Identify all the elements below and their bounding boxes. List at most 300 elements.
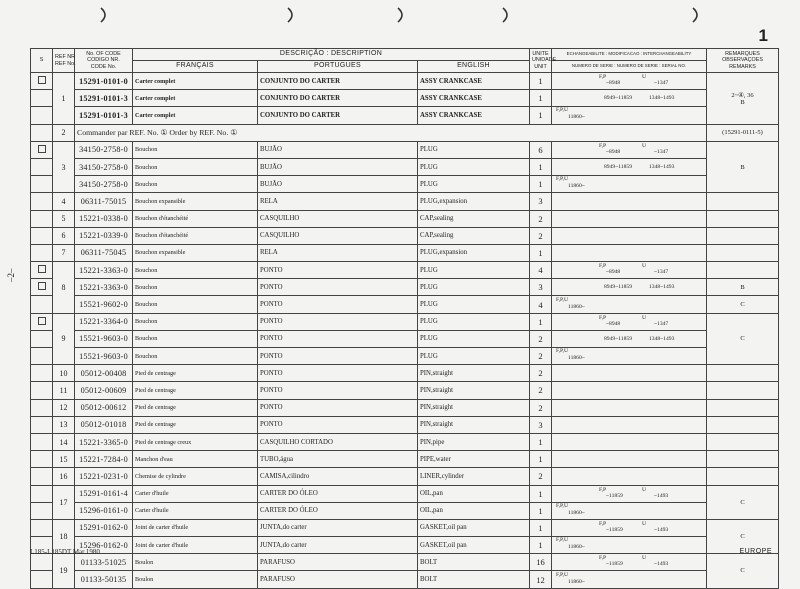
ref-number: 12 <box>53 399 75 416</box>
table-row <box>31 158 779 175</box>
name-francais: Carter d'huile <box>133 502 258 519</box>
select-cell <box>31 330 53 347</box>
serial-range: F,P,U 11860~ <box>552 571 707 588</box>
remark-cell <box>707 451 779 468</box>
remark-cell: C <box>707 485 779 519</box>
unit-quantity: 1 <box>530 502 552 519</box>
name-francais: Bouchon <box>133 141 258 158</box>
serial-range <box>552 433 707 450</box>
name-portugues: JUNTA,do carter <box>258 537 418 554</box>
serial-range: F,P,U 11860~ <box>552 107 707 124</box>
name-francais: Pied de centrage <box>133 399 258 416</box>
select-cell <box>31 554 53 571</box>
part-code: 34150-2758-0 <box>75 158 133 175</box>
ref-number: 10 <box>53 365 75 382</box>
select-cell <box>31 382 53 399</box>
col-unit: UNITE UNIDADE UNIT <box>530 49 552 73</box>
name-english: PLUG <box>418 158 530 175</box>
name-francais: Chemise de cylindre <box>133 468 258 485</box>
unit-quantity: 2 <box>530 227 552 244</box>
remark-cell <box>707 416 779 433</box>
part-code: 15221-0338-0 <box>75 210 133 227</box>
table-row <box>31 348 779 365</box>
select-cell <box>31 348 53 365</box>
ref-number: 16 <box>53 468 75 485</box>
name-portugues: CONJUNTO DO CARTER <box>258 107 418 124</box>
unit-quantity: 2 <box>530 330 552 347</box>
name-portugues: CAMISA,cilindro <box>258 468 418 485</box>
name-english: PIN,straight <box>418 399 530 416</box>
name-english: GASKET,oil pan <box>418 537 530 554</box>
part-code: 15296-0161-0 <box>75 502 133 519</box>
name-francais: Carter complet <box>133 73 258 90</box>
name-english: BOLT <box>418 571 530 588</box>
name-portugues: JUNTA,do carter <box>258 519 418 536</box>
table-row <box>31 485 779 502</box>
name-francais: Bouchon d'étanchéité <box>133 227 258 244</box>
select-cell <box>31 416 53 433</box>
ref-number: 17 <box>53 485 75 519</box>
serial-range: F,P,U 11860~ <box>552 348 707 365</box>
remark-cell <box>707 244 779 261</box>
part-code: 15291-0162-0 <box>75 519 133 536</box>
unit-quantity: 1 <box>530 73 552 90</box>
table-row <box>31 365 779 382</box>
col-s: S <box>31 49 53 73</box>
unit-quantity: 1 <box>530 519 552 536</box>
name-portugues: PONTO <box>258 296 418 313</box>
ref-number: 13 <box>53 416 75 433</box>
unit-quantity: 2 <box>530 399 552 416</box>
part-code: 15221-0231-0 <box>75 468 133 485</box>
name-english: PLUG,expansion <box>418 193 530 210</box>
checkbox-icon <box>38 317 46 325</box>
select-cell <box>31 124 53 141</box>
binder-hole-4 <box>500 7 512 23</box>
part-code: 15221-7284-0 <box>75 451 133 468</box>
side-page-mark: –2– <box>6 268 16 282</box>
part-code: 15291-0101-3 <box>75 107 133 124</box>
remark-cell <box>707 193 779 210</box>
select-cell <box>31 279 53 296</box>
unit-quantity: 1 <box>530 176 552 193</box>
table-row <box>31 313 779 330</box>
name-francais: Pied de centrage <box>133 365 258 382</box>
serial-range: F,P,U 11860~ <box>552 502 707 519</box>
table-row <box>31 227 779 244</box>
unit-quantity: 2 <box>530 468 552 485</box>
name-english: ASSY CRANKCASE <box>418 107 530 124</box>
select-cell <box>31 193 53 210</box>
name-francais: Bouchon <box>133 296 258 313</box>
unit-quantity: 16 <box>530 554 552 571</box>
table-row <box>31 416 779 433</box>
serial-range: F,P ~8948 U ~1347 <box>552 73 707 90</box>
unit-quantity: 3 <box>530 193 552 210</box>
select-cell <box>31 502 53 519</box>
name-portugues: BUJÃO <box>258 176 418 193</box>
checkbox-icon <box>38 76 46 84</box>
select-cell <box>31 468 53 485</box>
checkbox-icon <box>38 265 46 273</box>
serial-range <box>552 227 707 244</box>
table-row <box>31 537 779 554</box>
col-serial: NUMERO DE SERIE : NUMERO DE SERIE : SERIAL NO. <box>552 61 707 73</box>
remark-cell <box>707 365 779 382</box>
part-code: 15221-0339-0 <box>75 227 133 244</box>
name-francais: Carter d'huile <box>133 485 258 502</box>
ref-number: 8 <box>53 262 75 314</box>
name-francais: Bouchon <box>133 313 258 330</box>
table-row <box>31 399 779 416</box>
remark-cell: C <box>707 296 779 313</box>
remark-cell: B <box>707 279 779 296</box>
col-portugues: PORTUGUES <box>258 61 418 73</box>
unit-quantity: 1 <box>530 244 552 261</box>
name-english: PLUG <box>418 141 530 158</box>
part-code: 15296-0162-0 <box>75 537 133 554</box>
select-cell <box>31 141 53 158</box>
name-francais: Carter complet <box>133 107 258 124</box>
name-francais: Boulon <box>133 554 258 571</box>
serial-range <box>552 416 707 433</box>
part-code: 06311-75045 <box>75 244 133 261</box>
remark-cell: C <box>707 554 779 588</box>
serial-range: F,P ~8948 U ~1347 <box>552 262 707 279</box>
name-english: ASSY CRANKCASE <box>418 73 530 90</box>
table-row <box>31 519 779 536</box>
name-english: PLUG <box>418 296 530 313</box>
serial-range: F,P ~8948 U ~1347 <box>552 141 707 158</box>
name-english: OIL,pan <box>418 485 530 502</box>
name-portugues: CONJUNTO DO CARTER <box>258 90 418 107</box>
ref-number: 18 <box>53 519 75 553</box>
unit-quantity: 2 <box>530 365 552 382</box>
ref-number: 5 <box>53 210 75 227</box>
name-portugues: CASQUILHO <box>258 210 418 227</box>
unit-quantity: 3 <box>530 279 552 296</box>
select-cell <box>31 313 53 330</box>
ref-number: 15 <box>53 451 75 468</box>
name-portugues: CONJUNTO DO CARTER <box>258 73 418 90</box>
binder-hole-3 <box>395 7 407 23</box>
name-english: PLUG <box>418 313 530 330</box>
name-english: ASSY CRANKCASE <box>418 90 530 107</box>
col-ref: REF NR REF No. <box>53 49 75 73</box>
name-francais: Bouchon d'étanchéité <box>133 210 258 227</box>
part-code: 15291-0101-0 <box>75 73 133 90</box>
table-row <box>31 176 779 193</box>
table-row <box>31 210 779 227</box>
name-francais: Bouchon <box>133 348 258 365</box>
parts-table <box>30 48 779 589</box>
name-english: PLUG <box>418 262 530 279</box>
ref-number: 3 <box>53 141 75 193</box>
part-code: 06311-75015 <box>75 193 133 210</box>
col-remarks: REMARQUES OBSERVAÇOES REMARKS <box>707 49 779 73</box>
table-row <box>31 451 779 468</box>
serial-range <box>552 244 707 261</box>
table-row <box>31 73 779 90</box>
order-note: Commander par REF. No. ① Order by REF. No. ① <box>75 124 707 141</box>
select-cell <box>31 90 53 107</box>
checkbox-icon <box>38 145 46 153</box>
name-francais: Bouchon <box>133 330 258 347</box>
unit-quantity: 1 <box>530 451 552 468</box>
select-cell <box>31 571 53 588</box>
name-portugues: PONTO <box>258 399 418 416</box>
parts-table-body <box>31 73 779 589</box>
name-francais: Bouchon <box>133 279 258 296</box>
select-cell <box>31 519 53 536</box>
name-portugues: PARAFUSO <box>258 554 418 571</box>
name-english: PIPE,water <box>418 451 530 468</box>
unit-quantity: 1 <box>530 107 552 124</box>
select-cell <box>31 176 53 193</box>
ref-number: 14 <box>53 433 75 450</box>
serial-range: 8949~11859 1348~1493 <box>552 90 707 107</box>
select-cell <box>31 262 53 279</box>
name-english: OIL,pan <box>418 502 530 519</box>
select-cell <box>31 244 53 261</box>
table-row <box>31 244 779 261</box>
name-english: PLUG,expansion <box>418 244 530 261</box>
col-code: No. OF CODE CODIGO NR. CODE No. <box>75 49 133 73</box>
name-english: PLUG <box>418 279 530 296</box>
part-code: 15521-9602-0 <box>75 296 133 313</box>
unit-quantity: 1 <box>530 433 552 450</box>
serial-range <box>552 210 707 227</box>
ref-number: 9 <box>53 313 75 365</box>
name-english: PIN,straight <box>418 382 530 399</box>
name-portugues: RELA <box>258 193 418 210</box>
remark-cell: B <box>707 141 779 193</box>
serial-range: F,P ~11859 U ~1493 <box>552 554 707 571</box>
select-cell <box>31 158 53 175</box>
name-francais: Bouchon <box>133 158 258 175</box>
select-cell <box>31 227 53 244</box>
remark-cell <box>707 227 779 244</box>
table-row <box>31 141 779 158</box>
name-francais: Pied de centrage creux <box>133 433 258 450</box>
binder-hole-1 <box>98 7 110 23</box>
serial-range <box>552 468 707 485</box>
part-code: 05012-00612 <box>75 399 133 416</box>
part-code: 34150-2758-0 <box>75 176 133 193</box>
name-english: PLUG <box>418 330 530 347</box>
unit-quantity: 3 <box>530 416 552 433</box>
remark-cell <box>707 382 779 399</box>
part-code: 05012-00609 <box>75 382 133 399</box>
serial-range: 8949~11859 1348~1493 <box>552 330 707 347</box>
name-portugues: CARTER DO ÓLEO <box>258 485 418 502</box>
part-code: 15521-9603-0 <box>75 330 133 347</box>
select-cell <box>31 485 53 502</box>
table-row <box>31 296 779 313</box>
unit-quantity: 1 <box>530 90 552 107</box>
name-english: PIN,straight <box>418 365 530 382</box>
name-francais: Manchon d'eau <box>133 451 258 468</box>
part-code: 15291-0101-3 <box>75 90 133 107</box>
select-cell <box>31 73 53 90</box>
name-francais: Joint de carter d'huile <box>133 537 258 554</box>
serial-range <box>552 382 707 399</box>
unit-quantity: 2 <box>530 382 552 399</box>
name-english: GASKET,oil pan <box>418 519 530 536</box>
table-row <box>31 571 779 588</box>
part-code: 05012-00408 <box>75 365 133 382</box>
name-portugues: BUJÃO <box>258 158 418 175</box>
serial-range: F,P,U 11860~ <box>552 537 707 554</box>
name-english: BOLT <box>418 554 530 571</box>
serial-range: F,P ~8948 U ~1347 <box>552 313 707 330</box>
footer-model-date: L185-L185DT Mar.1980 <box>30 548 100 556</box>
serial-range <box>552 193 707 210</box>
remark-cell <box>707 210 779 227</box>
select-cell <box>31 399 53 416</box>
part-code: 15521-9603-0 <box>75 348 133 365</box>
table-row <box>31 262 779 279</box>
name-francais: Bouchon <box>133 176 258 193</box>
part-code: 15221-3363-0 <box>75 262 133 279</box>
name-francais: Pied de centrage <box>133 382 258 399</box>
ref-number: 7 <box>53 244 75 261</box>
table-row <box>31 502 779 519</box>
ref-number: 11 <box>53 382 75 399</box>
remark-cell <box>707 433 779 450</box>
table-row <box>31 330 779 347</box>
name-francais: Carter complet <box>133 90 258 107</box>
name-francais: Bouchon expansible <box>133 193 258 210</box>
select-cell <box>31 365 53 382</box>
part-code: 15221-3365-0 <box>75 433 133 450</box>
select-cell <box>31 433 53 450</box>
page-number: 1 <box>758 26 768 45</box>
table-row <box>31 433 779 450</box>
name-portugues: PARAFUSO <box>258 571 418 588</box>
ref-number: 2 <box>53 124 75 141</box>
table-row <box>31 124 779 141</box>
part-code: 01133-51025 <box>75 554 133 571</box>
unit-quantity: 1 <box>530 485 552 502</box>
remark-cell: 2~④, 36 B <box>707 73 779 125</box>
name-portugues: BUJÃO <box>258 141 418 158</box>
name-english: PLUG <box>418 348 530 365</box>
name-portugues: PONTO <box>258 348 418 365</box>
checkbox-icon <box>38 282 46 290</box>
serial-range: F,P ~11859 U ~1493 <box>552 519 707 536</box>
binder-hole-2 <box>285 7 297 23</box>
table-row <box>31 90 779 107</box>
name-francais: Joint de carter d'huile <box>133 519 258 536</box>
part-code: 05012-01018 <box>75 416 133 433</box>
serial-range <box>552 451 707 468</box>
serial-range <box>552 399 707 416</box>
unit-quantity: 2 <box>530 348 552 365</box>
select-cell <box>31 107 53 124</box>
name-english: LINER,cylinder <box>418 468 530 485</box>
table-row <box>31 279 779 296</box>
part-code: 15291-0161-4 <box>75 485 133 502</box>
name-portugues: CASQUILHO <box>258 227 418 244</box>
remark-cell: (15291-0111-5) <box>707 124 779 141</box>
name-portugues: CASQUILHO CORTADO <box>258 433 418 450</box>
name-portugues: PONTO <box>258 313 418 330</box>
name-francais: Boulon <box>133 571 258 588</box>
name-english: PLUG <box>418 176 530 193</box>
remark-cell: C <box>707 313 779 365</box>
name-portugues: PONTO <box>258 382 418 399</box>
unit-quantity: 1 <box>530 158 552 175</box>
part-code: 15221-3364-0 <box>75 313 133 330</box>
col-english: ENGLISH <box>418 61 530 73</box>
ref-number: 6 <box>53 227 75 244</box>
table-row <box>31 382 779 399</box>
name-english: CAP,sealing <box>418 227 530 244</box>
name-portugues: TUBO,água <box>258 451 418 468</box>
col-description: DESCRIÇÃO : DESCRIPTION <box>133 49 530 61</box>
select-cell <box>31 296 53 313</box>
name-portugues: PONTO <box>258 279 418 296</box>
binder-hole-5 <box>690 7 702 23</box>
table-row <box>31 107 779 124</box>
serial-range <box>552 365 707 382</box>
name-english: PIN,pipe <box>418 433 530 450</box>
remark-cell: C <box>707 519 779 553</box>
footer-region: EUROPE <box>739 548 772 555</box>
serial-range: 8949~11859 1348~1493 <box>552 279 707 296</box>
select-cell <box>31 210 53 227</box>
name-francais: Pied de centrage <box>133 416 258 433</box>
name-portugues: PONTO <box>258 330 418 347</box>
serial-range: F,P,U 11860~ <box>552 296 707 313</box>
name-portugues: PONTO <box>258 365 418 382</box>
name-english: PIN,straight <box>418 416 530 433</box>
name-portugues: RELA <box>258 244 418 261</box>
unit-quantity: 12 <box>530 571 552 588</box>
remark-cell <box>707 399 779 416</box>
name-francais: Bouchon <box>133 262 258 279</box>
ref-number: 1 <box>53 73 75 125</box>
name-portugues: CARTER DO ÓLEO <box>258 502 418 519</box>
ref-number: 19 <box>53 554 75 588</box>
serial-range: 8949~11859 1348~1493 <box>552 158 707 175</box>
name-portugues: PONTO <box>258 262 418 279</box>
name-english: CAP,sealing <box>418 210 530 227</box>
name-portugues: PONTO <box>258 416 418 433</box>
col-interchange: ECHANGEABILITE : MODIFICACAO : INTERCHANGEABILITY <box>552 49 707 61</box>
table-row <box>31 554 779 571</box>
col-francais: FRANÇAIS <box>133 61 258 73</box>
table-row <box>31 193 779 210</box>
table-row <box>31 468 779 485</box>
unit-quantity: 4 <box>530 262 552 279</box>
remark-cell <box>707 468 779 485</box>
unit-quantity: 4 <box>530 296 552 313</box>
unit-quantity: 1 <box>530 537 552 554</box>
select-cell <box>31 451 53 468</box>
remark-cell <box>707 262 779 279</box>
part-code: 34150-2758-0 <box>75 141 133 158</box>
name-francais: Bouchon expansible <box>133 244 258 261</box>
unit-quantity: 2 <box>530 210 552 227</box>
part-code: 01133-50135 <box>75 571 133 588</box>
serial-range: F,P,U 11860~ <box>552 176 707 193</box>
unit-quantity: 1 <box>530 313 552 330</box>
unit-quantity: 6 <box>530 141 552 158</box>
serial-range: F,P ~11859 U ~1493 <box>552 485 707 502</box>
ref-number: 4 <box>53 193 75 210</box>
